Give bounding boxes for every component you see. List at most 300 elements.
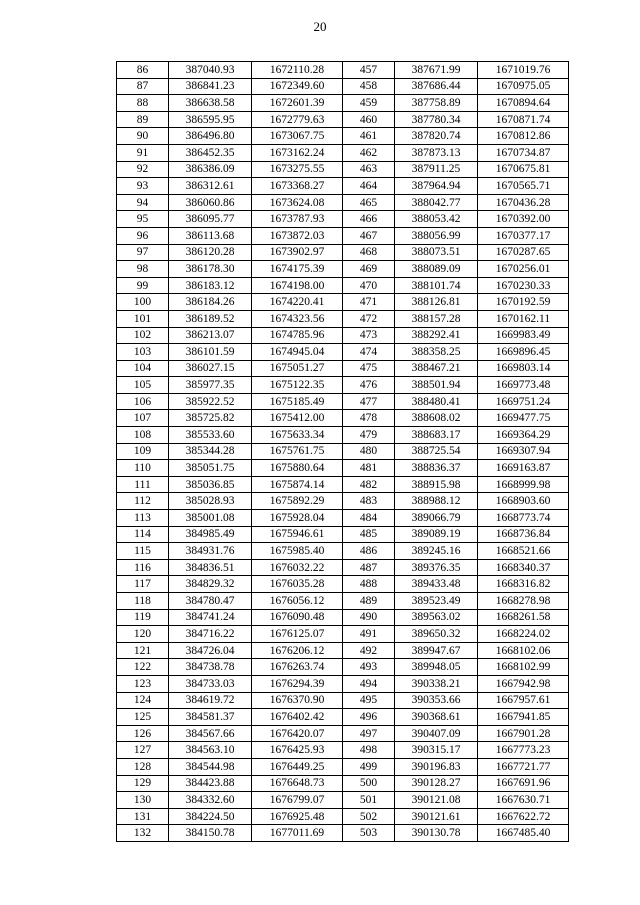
y-coordinate-cell: 1668903.60 [478, 493, 569, 510]
point-number-cell: 88 [117, 95, 169, 112]
y-coordinate-cell: 1670675.81 [478, 161, 569, 178]
y-coordinate-cell: 1670230.33 [478, 277, 569, 294]
y-coordinate-cell: 1667622.72 [478, 808, 569, 825]
x-coordinate-cell: 385051.75 [169, 460, 252, 477]
point-number-cell: 484 [343, 510, 395, 527]
y-coordinate-cell: 1670734.87 [478, 144, 569, 161]
y-coordinate-cell: 1676402.42 [252, 709, 343, 726]
x-coordinate-cell: 390353.66 [395, 692, 478, 709]
x-coordinate-cell: 386184.26 [169, 294, 252, 311]
y-coordinate-cell: 1667942.98 [478, 675, 569, 692]
table-row [117, 327, 569, 344]
y-coordinate-cell: 1670565.71 [478, 178, 569, 195]
point-number-cell: 463 [343, 161, 395, 178]
point-number-cell: 490 [343, 609, 395, 626]
table-row [117, 626, 569, 643]
table-row [117, 593, 569, 610]
x-coordinate-cell: 385922.52 [169, 393, 252, 410]
point-number-cell: 492 [343, 642, 395, 659]
x-coordinate-cell: 390121.08 [395, 792, 478, 809]
point-number-cell: 472 [343, 310, 395, 327]
y-coordinate-cell: 1676799.07 [252, 792, 343, 809]
y-coordinate-cell: 1672110.28 [252, 62, 343, 79]
point-number-cell: 493 [343, 659, 395, 676]
y-coordinate-cell: 1674785.96 [252, 327, 343, 344]
table-row [117, 808, 569, 825]
point-number-cell: 473 [343, 327, 395, 344]
y-coordinate-cell: 1676206.12 [252, 642, 343, 659]
point-number-cell: 486 [343, 543, 395, 560]
y-coordinate-cell: 1669773.48 [478, 377, 569, 394]
x-coordinate-cell: 389523.49 [395, 593, 478, 610]
x-coordinate-cell: 388157.28 [395, 310, 478, 327]
x-coordinate-cell: 386496.80 [169, 128, 252, 145]
y-coordinate-cell: 1669803.14 [478, 360, 569, 377]
table-row [117, 244, 569, 261]
x-coordinate-cell: 390315.17 [395, 742, 478, 759]
x-coordinate-cell: 387911.25 [395, 161, 478, 178]
x-coordinate-cell: 387671.99 [395, 62, 478, 79]
y-coordinate-cell: 1676925.48 [252, 808, 343, 825]
point-number-cell: 129 [117, 775, 169, 792]
x-coordinate-cell: 386595.95 [169, 111, 252, 128]
point-number-cell: 93 [117, 178, 169, 195]
table-row [117, 692, 569, 709]
y-coordinate-cell: 1669896.45 [478, 344, 569, 361]
x-coordinate-cell: 387758.89 [395, 95, 478, 112]
point-number-cell: 94 [117, 194, 169, 211]
point-number-cell: 501 [343, 792, 395, 809]
table-row [117, 576, 569, 593]
x-coordinate-cell: 389433.48 [395, 576, 478, 593]
y-coordinate-cell: 1677011.69 [252, 825, 343, 842]
x-coordinate-cell: 386113.68 [169, 227, 252, 244]
table-row [117, 427, 569, 444]
x-coordinate-cell: 385533.60 [169, 427, 252, 444]
point-number-cell: 89 [117, 111, 169, 128]
table-row [117, 261, 569, 278]
x-coordinate-cell: 389948.05 [395, 659, 478, 676]
point-number-cell: 491 [343, 626, 395, 643]
point-number-cell: 502 [343, 808, 395, 825]
point-number-cell: 475 [343, 360, 395, 377]
point-number-cell: 100 [117, 294, 169, 311]
point-number-cell: 117 [117, 576, 169, 593]
point-number-cell: 124 [117, 692, 169, 709]
table-row [117, 194, 569, 211]
y-coordinate-cell: 1674198.00 [252, 277, 343, 294]
y-coordinate-cell: 1670436.28 [478, 194, 569, 211]
x-coordinate-cell: 390128.27 [395, 775, 478, 792]
y-coordinate-cell: 1676294.39 [252, 675, 343, 692]
y-coordinate-cell: 1670975.05 [478, 78, 569, 95]
y-coordinate-cell: 1674945.04 [252, 344, 343, 361]
y-coordinate-cell: 1668278.98 [478, 593, 569, 610]
x-coordinate-cell: 385028.93 [169, 493, 252, 510]
y-coordinate-cell: 1670192.59 [478, 294, 569, 311]
point-number-cell: 104 [117, 360, 169, 377]
table-row [117, 95, 569, 112]
y-coordinate-cell: 1673067.75 [252, 128, 343, 145]
point-number-cell: 128 [117, 758, 169, 775]
y-coordinate-cell: 1674220.41 [252, 294, 343, 311]
y-coordinate-cell: 1670871.74 [478, 111, 569, 128]
point-number-cell: 131 [117, 808, 169, 825]
y-coordinate-cell: 1675928.04 [252, 510, 343, 527]
x-coordinate-cell: 384332.60 [169, 792, 252, 809]
point-number-cell: 98 [117, 261, 169, 278]
x-coordinate-cell: 386178.30 [169, 261, 252, 278]
point-number-cell: 496 [343, 709, 395, 726]
y-coordinate-cell: 1670287.65 [478, 244, 569, 261]
point-number-cell: 462 [343, 144, 395, 161]
point-number-cell: 130 [117, 792, 169, 809]
x-coordinate-cell: 388358.25 [395, 344, 478, 361]
table-row [117, 825, 569, 842]
point-number-cell: 125 [117, 709, 169, 726]
x-coordinate-cell: 384836.51 [169, 559, 252, 576]
table-row [117, 493, 569, 510]
y-coordinate-cell: 1669751.24 [478, 393, 569, 410]
y-coordinate-cell: 1675122.35 [252, 377, 343, 394]
x-coordinate-cell: 388101.74 [395, 277, 478, 294]
point-number-cell: 122 [117, 659, 169, 676]
table-row [117, 642, 569, 659]
x-coordinate-cell: 384780.47 [169, 593, 252, 610]
y-coordinate-cell: 1669163.87 [478, 460, 569, 477]
x-coordinate-cell: 388915.98 [395, 476, 478, 493]
x-coordinate-cell: 388501.94 [395, 377, 478, 394]
x-coordinate-cell: 388073.51 [395, 244, 478, 261]
y-coordinate-cell: 1675633.34 [252, 427, 343, 444]
x-coordinate-cell: 390121.61 [395, 808, 478, 825]
point-number-cell: 101 [117, 310, 169, 327]
point-number-cell: 500 [343, 775, 395, 792]
x-coordinate-cell: 384738.78 [169, 659, 252, 676]
y-coordinate-cell: 1675412.00 [252, 410, 343, 427]
x-coordinate-cell: 385036.85 [169, 476, 252, 493]
x-coordinate-cell: 387964.94 [395, 178, 478, 195]
point-number-cell: 97 [117, 244, 169, 261]
point-number-cell: 461 [343, 128, 395, 145]
table-row [117, 725, 569, 742]
x-coordinate-cell: 386386.09 [169, 161, 252, 178]
y-coordinate-cell: 1676648.73 [252, 775, 343, 792]
table-row [117, 742, 569, 759]
y-coordinate-cell: 1676425.93 [252, 742, 343, 759]
y-coordinate-cell: 1676056.12 [252, 593, 343, 610]
table-row [117, 78, 569, 95]
x-coordinate-cell: 388608.02 [395, 410, 478, 427]
y-coordinate-cell: 1673368.27 [252, 178, 343, 195]
point-number-cell: 468 [343, 244, 395, 261]
y-coordinate-cell: 1668999.98 [478, 476, 569, 493]
x-coordinate-cell: 388053.42 [395, 211, 478, 228]
table-row [117, 460, 569, 477]
x-coordinate-cell: 388056.99 [395, 227, 478, 244]
table-row [117, 659, 569, 676]
y-coordinate-cell: 1676035.28 [252, 576, 343, 593]
point-number-cell: 503 [343, 825, 395, 842]
point-number-cell: 105 [117, 377, 169, 394]
y-coordinate-cell: 1675892.29 [252, 493, 343, 510]
y-coordinate-cell: 1675051.27 [252, 360, 343, 377]
table-row [117, 443, 569, 460]
y-coordinate-cell: 1670392.00 [478, 211, 569, 228]
y-coordinate-cell: 1673624.08 [252, 194, 343, 211]
point-number-cell: 90 [117, 128, 169, 145]
x-coordinate-cell: 386638.58 [169, 95, 252, 112]
table-row [117, 526, 569, 543]
point-number-cell: 471 [343, 294, 395, 311]
table-body [117, 62, 569, 842]
point-number-cell: 120 [117, 626, 169, 643]
x-coordinate-cell: 388126.81 [395, 294, 478, 311]
table-row [117, 360, 569, 377]
y-coordinate-cell: 1668521.66 [478, 543, 569, 560]
point-number-cell: 113 [117, 510, 169, 527]
y-coordinate-cell: 1676449.25 [252, 758, 343, 775]
x-coordinate-cell: 386060.86 [169, 194, 252, 211]
x-coordinate-cell: 386120.28 [169, 244, 252, 261]
point-number-cell: 111 [117, 476, 169, 493]
point-number-cell: 458 [343, 78, 395, 95]
x-coordinate-cell: 386841.23 [169, 78, 252, 95]
point-number-cell: 107 [117, 410, 169, 427]
point-number-cell: 118 [117, 593, 169, 610]
x-coordinate-cell: 390368.61 [395, 709, 478, 726]
table-row [117, 609, 569, 626]
y-coordinate-cell: 1672349.60 [252, 78, 343, 95]
x-coordinate-cell: 384985.49 [169, 526, 252, 543]
table-row [117, 758, 569, 775]
point-number-cell: 99 [117, 277, 169, 294]
y-coordinate-cell: 1667957.61 [478, 692, 569, 709]
point-number-cell: 108 [117, 427, 169, 444]
y-coordinate-cell: 1672601.39 [252, 95, 343, 112]
y-coordinate-cell: 1668102.06 [478, 642, 569, 659]
point-number-cell: 470 [343, 277, 395, 294]
y-coordinate-cell: 1668340.37 [478, 559, 569, 576]
x-coordinate-cell: 387780.34 [395, 111, 478, 128]
x-coordinate-cell: 384544.98 [169, 758, 252, 775]
x-coordinate-cell: 389650.32 [395, 626, 478, 643]
point-number-cell: 126 [117, 725, 169, 742]
x-coordinate-cell: 384741.24 [169, 609, 252, 626]
x-coordinate-cell: 388725.54 [395, 443, 478, 460]
table-row [117, 775, 569, 792]
table-row [117, 393, 569, 410]
y-coordinate-cell: 1675985.40 [252, 543, 343, 560]
table-row [117, 178, 569, 195]
y-coordinate-cell: 1674323.56 [252, 310, 343, 327]
y-coordinate-cell: 1667721.77 [478, 758, 569, 775]
y-coordinate-cell: 1670894.64 [478, 95, 569, 112]
table-row [117, 510, 569, 527]
point-number-cell: 91 [117, 144, 169, 161]
point-number-cell: 92 [117, 161, 169, 178]
y-coordinate-cell: 1670377.17 [478, 227, 569, 244]
x-coordinate-cell: 384563.10 [169, 742, 252, 759]
x-coordinate-cell: 387040.93 [169, 62, 252, 79]
x-coordinate-cell: 386213.07 [169, 327, 252, 344]
point-number-cell: 103 [117, 344, 169, 361]
y-coordinate-cell: 1672779.63 [252, 111, 343, 128]
x-coordinate-cell: 389089.19 [395, 526, 478, 543]
table-row [117, 227, 569, 244]
x-coordinate-cell: 384150.78 [169, 825, 252, 842]
y-coordinate-cell: 1668102.99 [478, 659, 569, 676]
y-coordinate-cell: 1676125.07 [252, 626, 343, 643]
x-coordinate-cell: 390130.78 [395, 825, 478, 842]
point-number-cell: 466 [343, 211, 395, 228]
point-number-cell: 483 [343, 493, 395, 510]
point-number-cell: 495 [343, 692, 395, 709]
x-coordinate-cell: 384726.04 [169, 642, 252, 659]
table-row [117, 128, 569, 145]
x-coordinate-cell: 388988.12 [395, 493, 478, 510]
point-number-cell: 127 [117, 742, 169, 759]
x-coordinate-cell: 384567.66 [169, 725, 252, 742]
table-row [117, 476, 569, 493]
x-coordinate-cell: 386183.12 [169, 277, 252, 294]
y-coordinate-cell: 1675185.49 [252, 393, 343, 410]
x-coordinate-cell: 388089.09 [395, 261, 478, 278]
point-number-cell: 480 [343, 443, 395, 460]
y-coordinate-cell: 1670256.01 [478, 261, 569, 278]
x-coordinate-cell: 388467.21 [395, 360, 478, 377]
x-coordinate-cell: 385001.08 [169, 510, 252, 527]
x-coordinate-cell: 388480.41 [395, 393, 478, 410]
y-coordinate-cell: 1673872.03 [252, 227, 343, 244]
y-coordinate-cell: 1676370.90 [252, 692, 343, 709]
point-number-cell: 469 [343, 261, 395, 278]
point-number-cell: 112 [117, 493, 169, 510]
y-coordinate-cell: 1667901.28 [478, 725, 569, 742]
point-number-cell: 488 [343, 576, 395, 593]
x-coordinate-cell: 388836.37 [395, 460, 478, 477]
y-coordinate-cell: 1668316.82 [478, 576, 569, 593]
y-coordinate-cell: 1675880.64 [252, 460, 343, 477]
x-coordinate-cell: 384619.72 [169, 692, 252, 709]
point-number-cell: 96 [117, 227, 169, 244]
x-coordinate-cell: 385344.28 [169, 443, 252, 460]
point-number-cell: 498 [343, 742, 395, 759]
table-row [117, 344, 569, 361]
x-coordinate-cell: 384423.88 [169, 775, 252, 792]
point-number-cell: 132 [117, 825, 169, 842]
point-number-cell: 481 [343, 460, 395, 477]
y-coordinate-cell: 1667630.71 [478, 792, 569, 809]
point-number-cell: 474 [343, 344, 395, 361]
x-coordinate-cell: 389376.35 [395, 559, 478, 576]
table-row [117, 62, 569, 79]
point-number-cell: 459 [343, 95, 395, 112]
y-coordinate-cell: 1675874.14 [252, 476, 343, 493]
point-number-cell: 467 [343, 227, 395, 244]
y-coordinate-cell: 1668261.58 [478, 609, 569, 626]
y-coordinate-cell: 1668224.02 [478, 626, 569, 643]
y-coordinate-cell: 1673162.24 [252, 144, 343, 161]
table-row [117, 543, 569, 560]
point-number-cell: 464 [343, 178, 395, 195]
point-number-cell: 457 [343, 62, 395, 79]
point-number-cell: 497 [343, 725, 395, 742]
point-number-cell: 116 [117, 559, 169, 576]
point-number-cell: 114 [117, 526, 169, 543]
x-coordinate-cell: 387873.13 [395, 144, 478, 161]
y-coordinate-cell: 1667941.85 [478, 709, 569, 726]
point-number-cell: 102 [117, 327, 169, 344]
y-coordinate-cell: 1675761.75 [252, 443, 343, 460]
point-number-cell: 478 [343, 410, 395, 427]
y-coordinate-cell: 1673787.93 [252, 211, 343, 228]
x-coordinate-cell: 389245.16 [395, 543, 478, 560]
x-coordinate-cell: 386095.77 [169, 211, 252, 228]
y-coordinate-cell: 1668773.74 [478, 510, 569, 527]
x-coordinate-cell: 385725.82 [169, 410, 252, 427]
x-coordinate-cell: 384733.03 [169, 675, 252, 692]
table-row [117, 410, 569, 427]
point-number-cell: 485 [343, 526, 395, 543]
point-number-cell: 119 [117, 609, 169, 626]
y-coordinate-cell: 1676032.22 [252, 559, 343, 576]
x-coordinate-cell: 384224.50 [169, 808, 252, 825]
point-number-cell: 123 [117, 675, 169, 692]
y-coordinate-cell: 1670162.11 [478, 310, 569, 327]
x-coordinate-cell: 386027.15 [169, 360, 252, 377]
x-coordinate-cell: 386312.61 [169, 178, 252, 195]
y-coordinate-cell: 1667691.96 [478, 775, 569, 792]
x-coordinate-cell: 390407.09 [395, 725, 478, 742]
x-coordinate-cell: 385977.35 [169, 377, 252, 394]
x-coordinate-cell: 389563.02 [395, 609, 478, 626]
table-row [117, 144, 569, 161]
table-row [117, 310, 569, 327]
x-coordinate-cell: 388292.41 [395, 327, 478, 344]
point-number-cell: 109 [117, 443, 169, 460]
y-coordinate-cell: 1669477.75 [478, 410, 569, 427]
y-coordinate-cell: 1669307.94 [478, 443, 569, 460]
table-row [117, 211, 569, 228]
point-number-cell: 494 [343, 675, 395, 692]
point-number-cell: 482 [343, 476, 395, 493]
point-number-cell: 476 [343, 377, 395, 394]
coordinates-table [116, 61, 569, 842]
x-coordinate-cell: 386452.35 [169, 144, 252, 161]
x-coordinate-cell: 384931.76 [169, 543, 252, 560]
point-number-cell: 121 [117, 642, 169, 659]
point-number-cell: 487 [343, 559, 395, 576]
point-number-cell: 110 [117, 460, 169, 477]
y-coordinate-cell: 1676420.07 [252, 725, 343, 742]
x-coordinate-cell: 384829.32 [169, 576, 252, 593]
table-row [117, 277, 569, 294]
table-row [117, 709, 569, 726]
x-coordinate-cell: 388042.77 [395, 194, 478, 211]
point-number-cell: 87 [117, 78, 169, 95]
point-number-cell: 465 [343, 194, 395, 211]
point-number-cell: 477 [343, 393, 395, 410]
x-coordinate-cell: 387686.44 [395, 78, 478, 95]
y-coordinate-cell: 1676090.48 [252, 609, 343, 626]
x-coordinate-cell: 384716.22 [169, 626, 252, 643]
x-coordinate-cell: 390338.21 [395, 675, 478, 692]
y-coordinate-cell: 1676263.74 [252, 659, 343, 676]
y-coordinate-cell: 1669983.49 [478, 327, 569, 344]
point-number-cell: 489 [343, 593, 395, 610]
point-number-cell: 460 [343, 111, 395, 128]
